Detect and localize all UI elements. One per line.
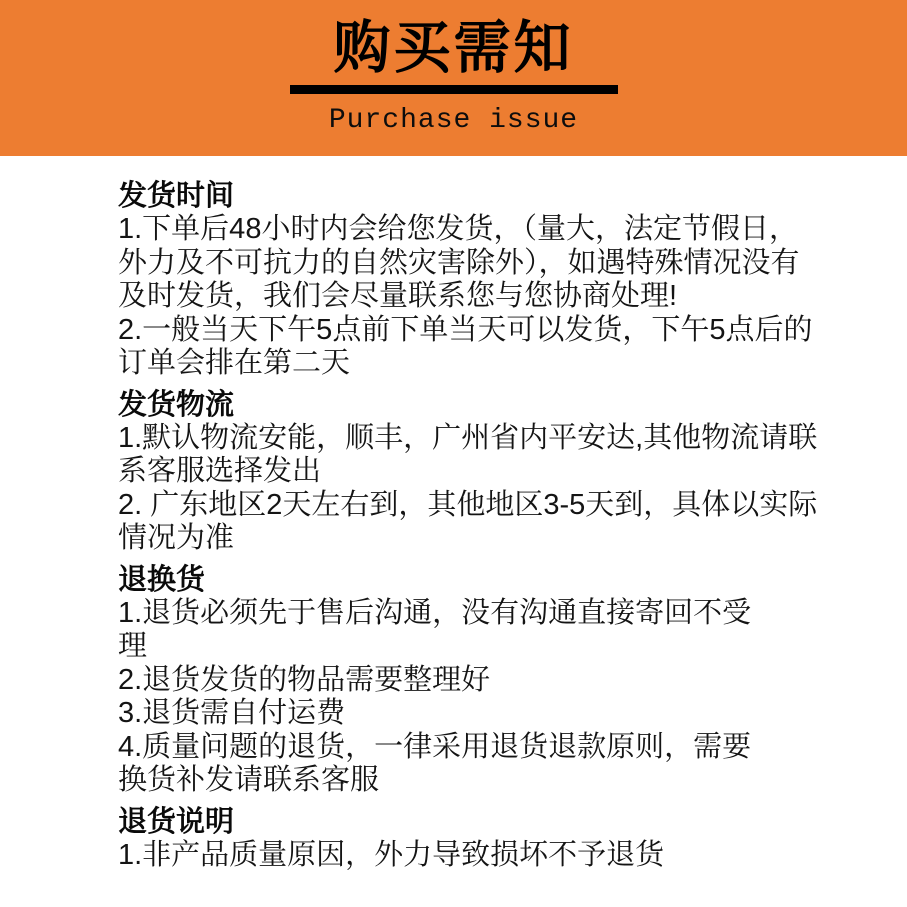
section-line: 1.下单后48小时内会给您发货，（量大，法定节假日， <box>118 213 798 245</box>
section-line: 1.默认物流安能，顺丰，广州省内平安达,其他物流请联 <box>118 421 818 454</box>
section-line: 外力及不可抗力的自然灾害除外），如遇特殊情况没有 <box>118 246 800 279</box>
notice-section <box>118 388 847 556</box>
title-divider <box>290 85 618 94</box>
section-line: 2.一般当天下午5点前下单当天可以发货，下午5点后的 <box>118 313 813 346</box>
section-heading: 退货说明 <box>118 805 235 838</box>
section-line: 系客服选择发出 <box>118 455 322 487</box>
section-line: 及时发货，我们会尽量联系您与您协商处理! <box>118 280 678 312</box>
section-heading: 退换货 <box>118 563 206 596</box>
header <box>0 0 907 156</box>
section-line: 2.退货发货的物品需要整理好 <box>118 663 491 696</box>
notice-section <box>118 805 847 873</box>
section-line: 1.非产品质量原因，外力导致损坏不予退货 <box>118 838 665 871</box>
page-title: 购买需知 <box>333 16 574 80</box>
section-line: 订单会排在第二天 <box>118 347 351 379</box>
notice-section <box>118 179 847 381</box>
content <box>0 156 907 872</box>
section-line: 4.质量问题的退货，一律采用退货退款原则，需要 <box>118 730 752 763</box>
section-line: 理 <box>118 630 148 662</box>
section-line: 2. 广东地区2天左右到，其他地区3-5天到，具体以实际 <box>118 488 818 521</box>
section-line: 3.退货需自付运费 <box>118 697 346 729</box>
page-subtitle: Purchase issue <box>328 104 579 136</box>
section-line: 情况为准 <box>118 522 235 554</box>
notice-section <box>118 563 847 798</box>
section-heading: 发货时间 <box>118 180 235 212</box>
section-heading: 发货物流 <box>118 388 235 421</box>
section-line: 换货补发请联系客服 <box>118 764 380 796</box>
section-line: 1.退货必须先于售后沟通，没有沟通直接寄回不受 <box>118 596 752 629</box>
